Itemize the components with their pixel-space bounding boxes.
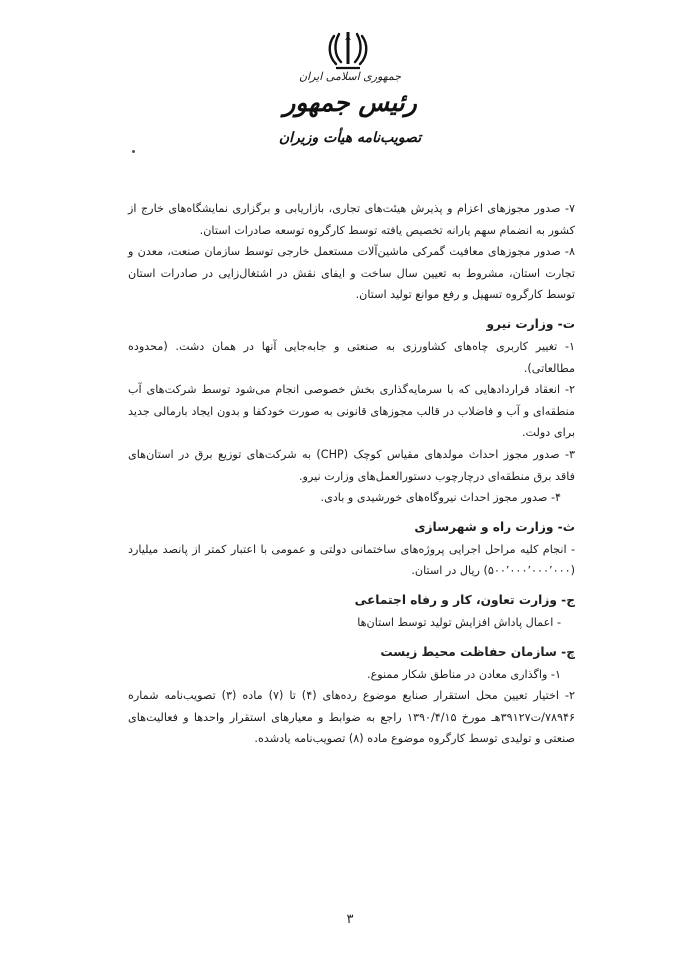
paragraph-m1: ۱- واگذاری معادن در مناطق شکار ممنوع. [367, 667, 561, 681]
iran-emblem-icon [326, 30, 370, 72]
document-body [128, 198, 575, 750]
paragraph-r1: - انجام کلیه مراحل اجرایی پروژه‌های ساختمانی دولتی و عمومی با اعتبار کمتر از پانصد میلیارد (۵۰۰٬۰۰۰٬۰۰۰٬۰۰۰) ریال در استان. [128, 542, 575, 578]
cabinet-title: تصویب‌نامه هیأت وزیران [278, 130, 422, 146]
decorative-dot [132, 150, 135, 153]
paragraph-n1: ۱- تغییر کاربری چاه‌های کشاورزی به صنعتی و جابه‌جایی آنها در همان دشت. (محدوده مطالعاتی). [128, 339, 575, 375]
paragraph-n2: ۲- انعقاد قراردادهایی که با سرمایه‌گذاری بخش خصوصی انجام می‌شود توسط شرکت‌های آب منطقه‌ای و آب و فاضلاب در قالب مجوزهای قانونی به صورت خودکفا و بدون ایجاد بارمالی جدید برای دولت. [128, 383, 575, 440]
paragraph-n4: ۴- صدور مجوز احداث نیروگاه‌های خورشیدی و بادی. [320, 491, 561, 505]
page-number: ۳ [346, 912, 354, 927]
section-heading: چ- سازمان حفاظت محیط زیست [380, 644, 575, 659]
republic-title: جمهوری اسلامی ایران [298, 70, 402, 83]
paragraph-n3: ۳- صدور مجوز احداث مولدهای مقیاس کوچک (CHP) به شرکت‌های توزیع برق در استان‌های فاقد برق منطقه‌ای درچارچوب دستورالعمل‌های وزارت نیرو. [128, 447, 576, 483]
president-title: رئیس جمهور [283, 88, 417, 117]
paragraph-m2: ۲- اختیار تعیین محل استقرار صنایع موضوع رده‌های (۴) تا (۷) ماده (۳) تصویب‌نامه شماره ۷۸۹۴۶/ت۳۹۱۲۷هـ مورخ ۱۳۹۰/۴/۱۵ راجع به ضوابط و معیارهای استقرار واحدها و فعالیت‌های صنعتی و تولیدی توسط کارگروه موضوع ماده (۸) تصویب‌نامه یادشده. [128, 689, 576, 746]
paragraph-p8: ۸- صدور مجوزهای معافیت گمرکی ماشین‌آلات مستعمل خارجی توسط سازمان صنعت، معدن و تجارت استان، مشروط به تعیین سال ساخت و ایفای نقش در اشتغال‌زایی در صادرات استان توسط کارگروه تسهیل و رفع موانع تولید استان. [128, 245, 575, 302]
section-heading: ث- وزارت راه و شهرسازی [414, 519, 575, 534]
paragraph-p7: ۷- صدور مجوزهای اعزام و پذیرش هیئت‌های تجاری، بازاریابی و برگزاری نمایشگاه‌های خارج از کشور به انضمام سهم یارانه تخصیص یافته توسط کارگروه توسعه صادرات استان. [128, 202, 575, 237]
section-heading: ت- وزارت نیرو [486, 316, 575, 331]
section-heading: ج- وزارت تعاون، کار و رفاه اجتماعی [354, 592, 575, 607]
paragraph-t1: - اعمال پاداش افزایش تولید توسط استان‌ها [357, 615, 561, 629]
